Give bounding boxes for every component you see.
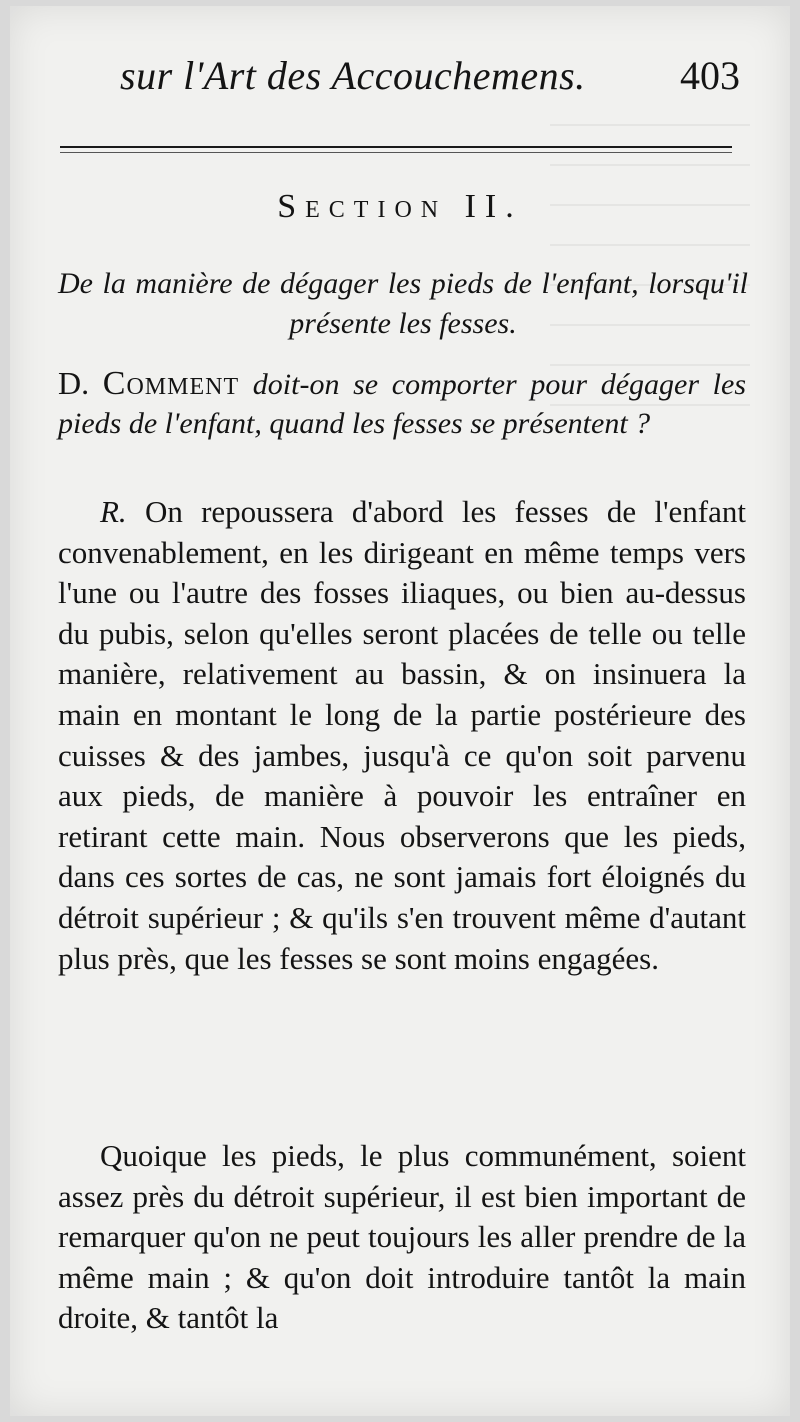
- question-text: doit-on se comporter pour dégager les pieds de l'enfant, quand les fesses se présentent ?: [58, 368, 747, 440]
- header-rule: [60, 146, 732, 148]
- section-subtitle: De la manière de dégager les pieds de l'enfant, lorsqu'il présente les fesses.: [58, 267, 748, 340]
- show-through-texture: [550, 106, 750, 406]
- page-number: 403: [680, 53, 740, 98]
- question-paragraph: [58, 364, 746, 443]
- body-paragraph: Quoique les pieds, le plus communément, soient assez près du détroit supérieur, il est bien important de remarquer qu'on ne peut toujours les aller prendre de la même main ; & qu'on doit introduire tantôt la main droite, & tantôt la: [58, 1138, 746, 1336]
- answer-text: On repoussera d'abord les fesses de l'enfant convenablement, en les dirigeant en même temps vers l'une ou l'autre des fosses iliaques, ou bien au-dessus du pubis, selon qu'elles seront placées de telle ou telle manière, relativement au bassin, & on insinuera la main en montant le long de la partie postérieure des cuisses & des jambes, jusqu'à ce qu'on soit parvenu aux pieds, de manière à pouvoir les entraîner en retirant cette main. Nous observerons que les pieds, dans ces sortes de cas, ne sont jamais fort éloignés du détroit supérieur ; & qu'ils s'en trouvent même d'autant plus près, que les fesses se sont moins engagées.: [58, 494, 746, 976]
- header-rule-thin: [60, 152, 732, 153]
- answer-paragraph: [58, 492, 746, 979]
- running-title: sur l'Art des Accouchemens.: [120, 53, 586, 98]
- page-header: [120, 52, 740, 112]
- answer-marker: R.: [100, 494, 127, 529]
- question-lead-word: Comment: [102, 365, 240, 402]
- section-heading: Section II.: [277, 188, 523, 225]
- question-marker: D.: [58, 365, 90, 401]
